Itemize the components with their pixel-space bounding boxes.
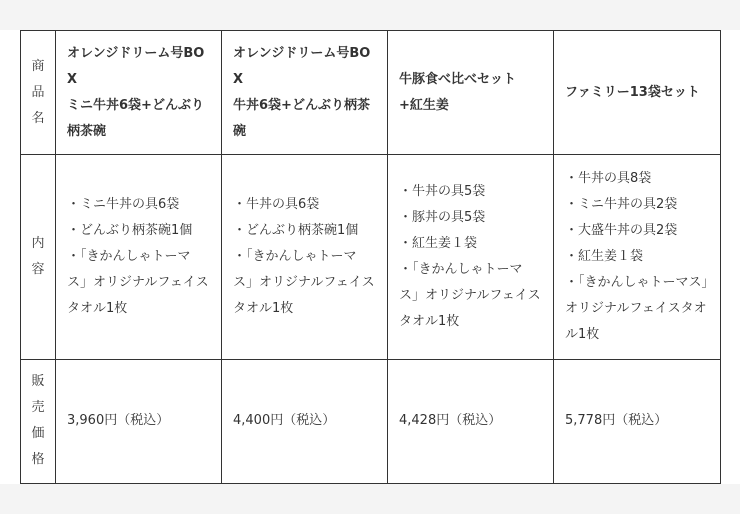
product-name-cell: 牛豚食べ比べセット +紅生姜 <box>388 31 554 155</box>
product-price-cell: 5,778円（税込） <box>554 359 721 483</box>
product-contents-row <box>21 155 721 359</box>
document-sheet <box>0 30 740 484</box>
row-header-char: 販 <box>31 374 45 390</box>
product-name-cell: オレンジドリーム号BOX 牛丼6袋+どんぶり柄茶碗 <box>222 31 388 155</box>
row-header-char: 価 <box>31 426 45 442</box>
row-header-product-name <box>21 31 56 155</box>
product-contents-cell: ・牛丼の具5袋 ・豚丼の具5袋 ・紅生姜１袋 ・「きかんしゃトーマス」オリジナルフェイスタオル1枚 <box>388 155 554 359</box>
row-header-char: 品 <box>31 84 45 100</box>
product-contents-cell: ・ミニ牛丼の具6袋 ・どんぶり柄茶碗1個 ・「きかんしゃトーマス」オリジナルフェイスタオル1枚 <box>56 155 222 359</box>
product-name-row <box>21 31 721 155</box>
row-header-price <box>21 359 56 483</box>
product-contents-cell: ・牛丼の具8袋 ・ミニ牛丼の具2袋 ・大盛牛丼の具2袋 ・紅生姜１袋 ・「きかんしゃトーマス」オリジナルフェイスタオル1枚 <box>554 155 721 359</box>
row-header-contents <box>21 155 56 359</box>
product-name-cell: オレンジドリーム号BOX ミニ牛丼6袋+どんぶり柄茶碗 <box>56 31 222 155</box>
product-comparison-table <box>20 30 721 484</box>
product-price-row <box>21 359 721 483</box>
product-contents-cell: ・牛丼の具6袋 ・どんぶり柄茶碗1個 ・「きかんしゃトーマス」オリジナルフェイスタオル1枚 <box>222 155 388 359</box>
row-header-char: 名 <box>31 110 45 126</box>
row-header-char: 商 <box>31 58 45 74</box>
product-name-cell: ファミリー13袋セット <box>554 31 721 155</box>
product-price-cell: 4,400円（税込） <box>222 359 388 483</box>
product-price-cell: 3,960円（税込） <box>56 359 222 483</box>
row-header-char: 売 <box>31 400 45 416</box>
row-header-char: 容 <box>31 261 45 277</box>
row-header-char: 格 <box>31 452 45 468</box>
product-price-cell: 4,428円（税込） <box>388 359 554 483</box>
row-header-char: 内 <box>31 235 45 251</box>
